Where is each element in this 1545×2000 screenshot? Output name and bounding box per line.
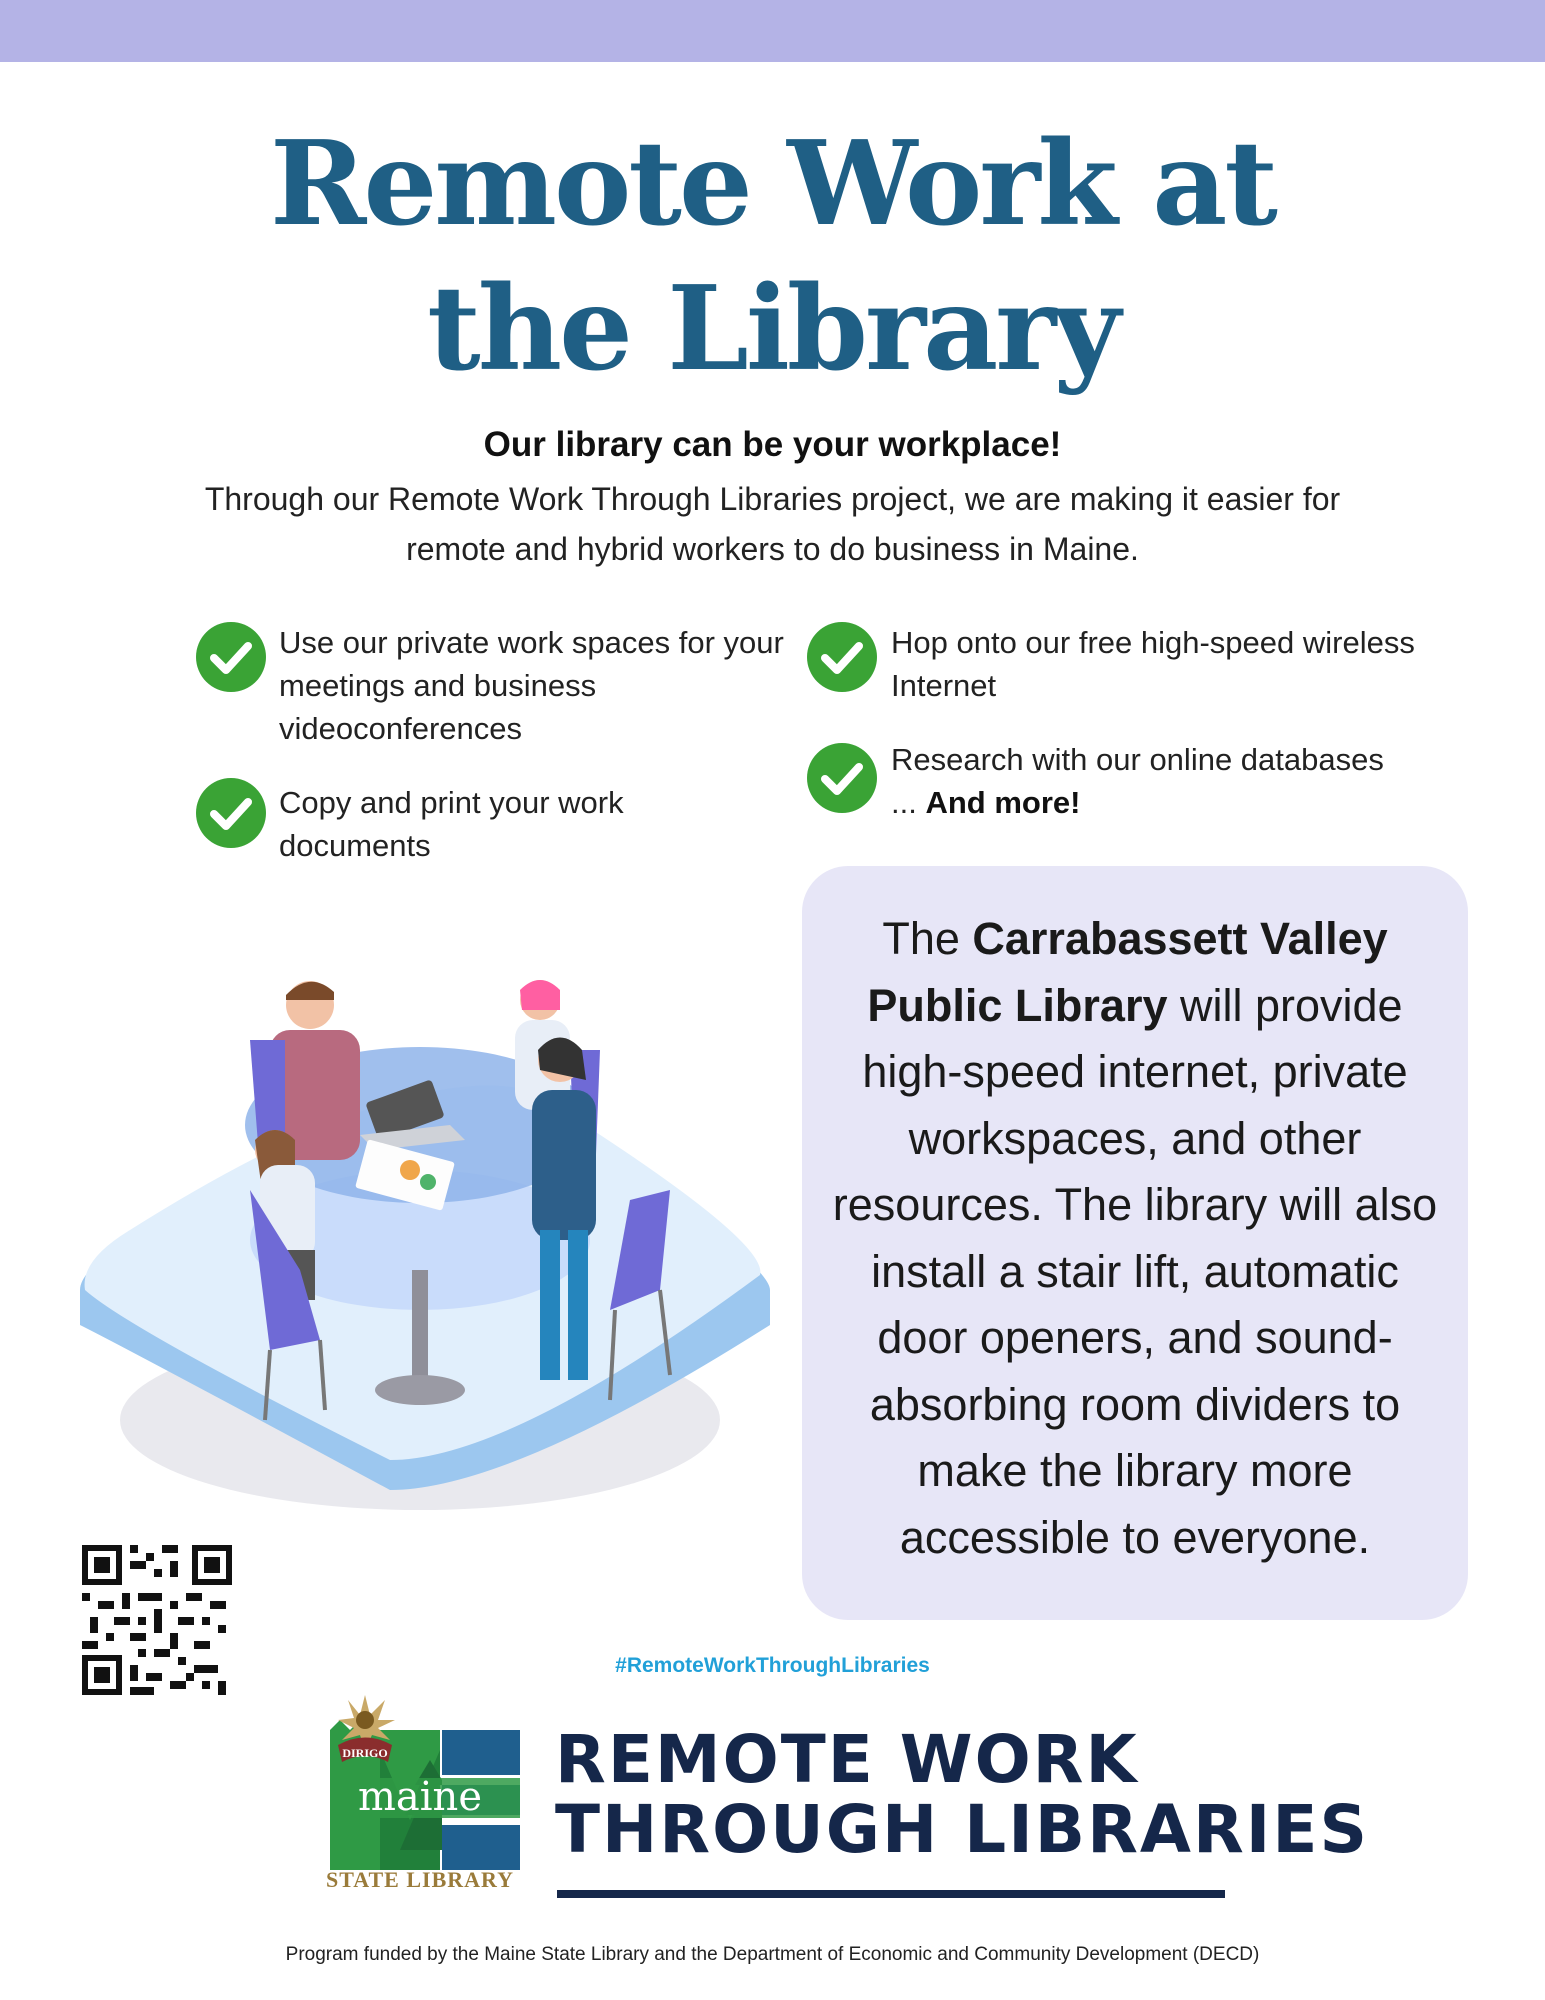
logo-wordmark-line-1: REMOTE WORK bbox=[555, 1721, 1139, 1798]
funding-footer: Program funded by the Maine State Library and the Department of Economic and Community Development (DECD) bbox=[285, 1944, 1260, 1965]
qr-code[interactable] bbox=[82, 1545, 232, 1695]
feature-private-spaces: Use our private work spaces for your meetings and business videoconferences bbox=[279, 625, 784, 746]
svg-text:DIRIGO: DIRIGO bbox=[342, 1746, 388, 1760]
page-title bbox=[0, 112, 1545, 402]
and-more-label: And more! bbox=[925, 785, 1081, 820]
feature-research bbox=[891, 738, 1451, 824]
subheading: Our library can be your workplace! bbox=[483, 425, 1062, 464]
check-icon bbox=[807, 743, 877, 813]
check-icon bbox=[807, 622, 877, 692]
maine-state-library-logo bbox=[320, 1690, 530, 1890]
check-icon bbox=[196, 622, 266, 692]
check-icon bbox=[196, 778, 266, 848]
feature-print: Copy and print your work documents bbox=[279, 785, 624, 863]
svg-text:STATE LIBRARY: STATE LIBRARY bbox=[325, 1867, 515, 1890]
library-name: Carrabassett Valley Public Library bbox=[867, 913, 1388, 1031]
title-line-1: Remote Work at bbox=[270, 116, 1275, 252]
info-text bbox=[826, 906, 1444, 1571]
feature-wifi: Hop onto our free high-speed wireless Internet bbox=[891, 625, 1415, 703]
feature-research-text: Research with our online databases bbox=[891, 742, 1384, 777]
title-line-2: the Library bbox=[427, 261, 1118, 397]
top-band bbox=[0, 0, 1545, 62]
hashtag: #RemoteWorkThroughLibraries bbox=[615, 1654, 930, 1677]
info-before: The bbox=[882, 913, 973, 964]
logo-wordmark-line-2: THROUGH LIBRARIES bbox=[555, 1791, 1369, 1868]
coworking-illustration bbox=[70, 930, 790, 1590]
info-after: will provide high-speed internet, private workspaces, and other resources. The library will also install a stair lift, automatic door openers, and sound-absorbing room dividers to make the library more accessible to everyone. bbox=[832, 979, 1438, 1563]
intro-paragraph: Through our Remote Work Through Libraries project, we are making it easier for remote and hybrid workers to do business in Maine. bbox=[204, 481, 1341, 567]
logo-underline bbox=[557, 1890, 1225, 1898]
feature-research-prefix: ... bbox=[891, 785, 926, 820]
svg-text:maine: maine bbox=[357, 1774, 483, 1820]
